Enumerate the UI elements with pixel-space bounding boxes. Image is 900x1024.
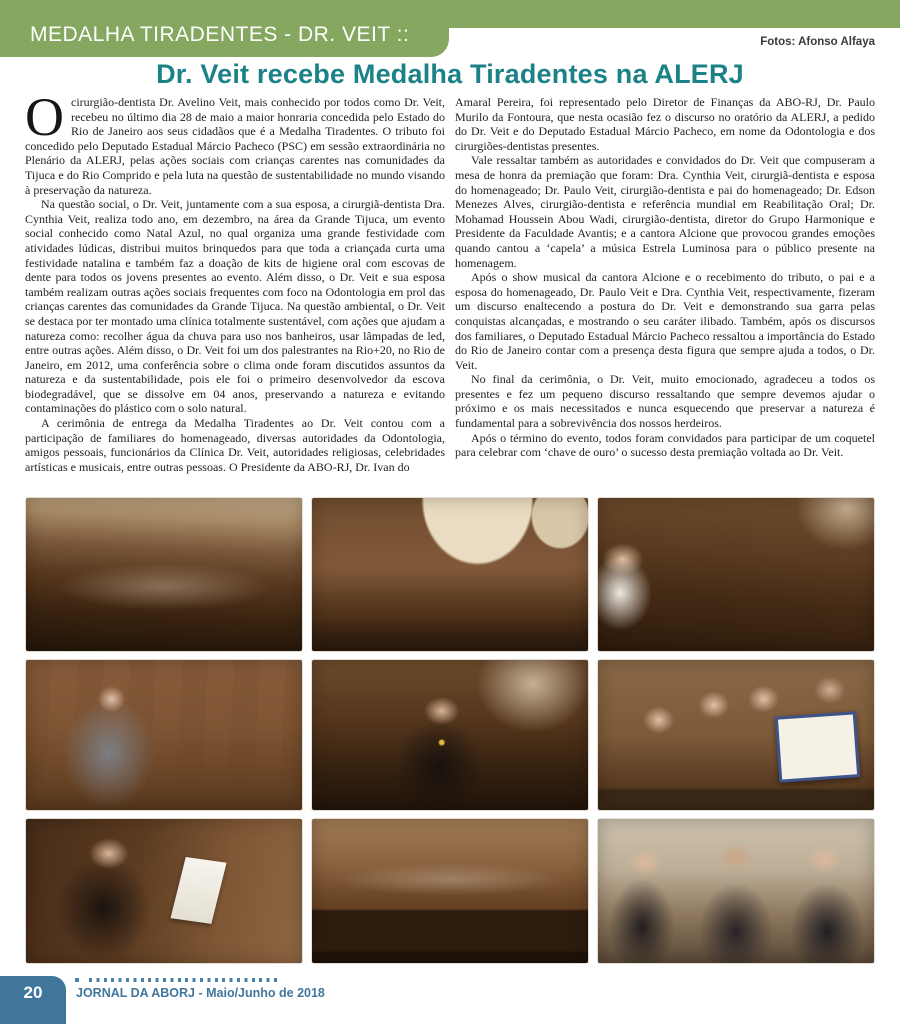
article-paragraph: Após o término do evento, todos foram convidados para participar de um coquetel para celebrar com ‘chave de ouro’ o sucesso desta premiação voltada ao Dr. Veit.	[455, 430, 875, 460]
event-photo-group-podium	[311, 818, 589, 964]
event-photo-gray-suit-speech	[25, 659, 303, 811]
event-photo-honor-table-standing	[311, 497, 589, 652]
article-paragraph: Após o show musical da cantora Alcione e o recebimento do tributo, o pai e a esposa do homenageado, Dr. Paulo Veit e Dra. Cynthia Veit, respectivamente, fizeram um discurso enaltecendo a postura do Dr. Veit e demonstrando sua garra pelas conquistas alcançadas, e mostrando o seu caráter ilibado. Também, após os discursos dos familiares, o Deputado Estadual Márcio Pacheco ressaltou a importância do Estado do Rio de Janeiro contar com a presença desta figura que sempre ajuda a todos, o Dr. Veit.	[455, 270, 875, 372]
article-paragraph: A cerimônia de entrega da Medalha Tiradentes ao Dr. Veit contou com a participação de familiares do homenageado, diversas autoridades da Odontologia, amigos pessoais, funcionários da Clínica Dr. Veit, autoridades religiosas, celebridades artísticas e musicais, entre outras pessoas. O Presidente da ABO-RJ, Dr. Ivan do	[25, 416, 445, 474]
article-headline: Dr. Veit recebe Medalha Tiradentes na ALERJ	[156, 59, 744, 89]
article-paragraph: Vale ressaltar também as autoridades e convidados do Dr. Veit que compuseram a mesa de honra da premiação que foram: Dra. Cynthia Veit, cirurgiã-dentista e esposa do homenageado; Dr. Paulo Veit, cirurgião-dentista e pai do homenageado; Dr. Edson Menezes Alves, cirurgião-dentista e referência mundial em Reabilitação Oral; Dr. Mohamad Houssein Abou Wadi, cirurgião-dentista, diretor do Grupo Harmonique e Presidente da Faculdade Avantis; e a cantora Alcione que provocou grandes emoções quando cantou a ‘capela’ a música Estrela Luminosa para o público presente na homenagem.	[455, 153, 875, 270]
page-number: 20	[23, 983, 43, 1002]
photo-credit: Fotos: Afonso Alfaya	[760, 36, 875, 48]
article-body	[25, 87, 875, 474]
event-photo-veit-speech	[25, 818, 303, 964]
section-kicker-label: MEDALHA TIRADENTES - DR. VEIT ::	[30, 23, 410, 46]
article-paragraph	[25, 87, 445, 197]
dotted-rule-lead-dot	[75, 978, 79, 982]
drop-cap: O	[25, 87, 64, 147]
article-paragraph: No final da cerimônia, o Dr. Veit, muito emocionado, agradeceu a todos os presentes e fez um pequeno discurso ressaltando que sempre devemos ajudar o próximo e os mais necessitados e nunca esquecendo que preservar a natureza é fundamental para a sobrevivência dos nossos herdeiros.	[455, 372, 875, 431]
event-photo-plenary-audience	[25, 497, 303, 652]
page-number-tab	[0, 976, 66, 1024]
event-photo-three-men	[597, 818, 875, 964]
event-photo-medal-ceremony	[311, 659, 589, 811]
paragraph-text: cirurgião-dentista Dr. Avelino Veit, mais conhecido por todos como Dr. Veit, recebeu no último dia 28 de maio a maior honraria concedida pelo Estado do Rio de Janeiro aos seus cidadãos que é a Medalha Tiradentes. O tributo foi concedido pelo Deputado Estadual Márcio Pacheco (PSC) em sessão extraordinária no Plenário da ALERJ, pelas ações sociais com crianças carentes nas comunidades da Tijuca e do Rio Comprido e pela luta na questão de sustentabilidade no mundo visando à preservação da natureza.	[25, 95, 445, 197]
event-photo-family-diploma	[597, 659, 875, 811]
photo-grid	[25, 497, 875, 964]
article-column-left	[25, 87, 445, 474]
article-column-right	[455, 95, 875, 474]
article-paragraph: Amaral Pereira, foi representado pelo Diretor de Finanças da ABO-RJ, Dr. Paulo Murilo da Fontoura, que nesta ocasião fez o discurso no oratório da ALERJ, a pedido do Dr. Veit e do Deputado Estadual Márcio Pacheco, em nome da Odontologia e dos cirurgiões-dentistas presentes.	[455, 95, 875, 153]
dotted-rule	[89, 978, 281, 982]
article-paragraph: Na questão social, o Dr. Veit, juntamente com a sua esposa, a cirurgiã-dentista Dra. Cynthia Veit, realiza todo ano, em dezembro, na área da Grande Tijuca, um evento social conhecido como Natal Azul, no qual organiza uma grande festividade com atividades lúdicas, distribui muitos brinquedos para que toda a criançada curta uma festividade natalina e também faz a doação de kits de higiene oral com escovas de dente para todos os jovens presentes ao evento. Além disso, o Dr. Veit e sua esposa também realizam outras ações sociais frequentes com foco na Odontologia em prol das crianças carentes das comunidades da Grande Tijuca. Na questão ambiental, o Dr. Veit se destaca por ter montado uma clínica totalmente sustentável, com ações que ajudam a natureza como: recolher água da chuva para uso nos banheiros, usar lâmpadas de led, entre outras ações. Além disso, o Dr. Veit foi um dos palestrantes na Rio+20, no Rio de Janeiro, em 2012, uma conferência sobre o clima onde foram discutidos assuntos da natureza e da sustentabilidade, pois ele foi o primeiro desenvolvedor da escova biodegradável, que se dissolve em 04 anos, preservando a natureza e evitando contaminações do plástico com o solo natural.	[25, 197, 445, 416]
journal-footer-label: JORNAL DA ABORJ - Maio/Junho de 2018	[76, 986, 325, 1000]
event-photo-rostrum-speaker	[597, 497, 875, 652]
